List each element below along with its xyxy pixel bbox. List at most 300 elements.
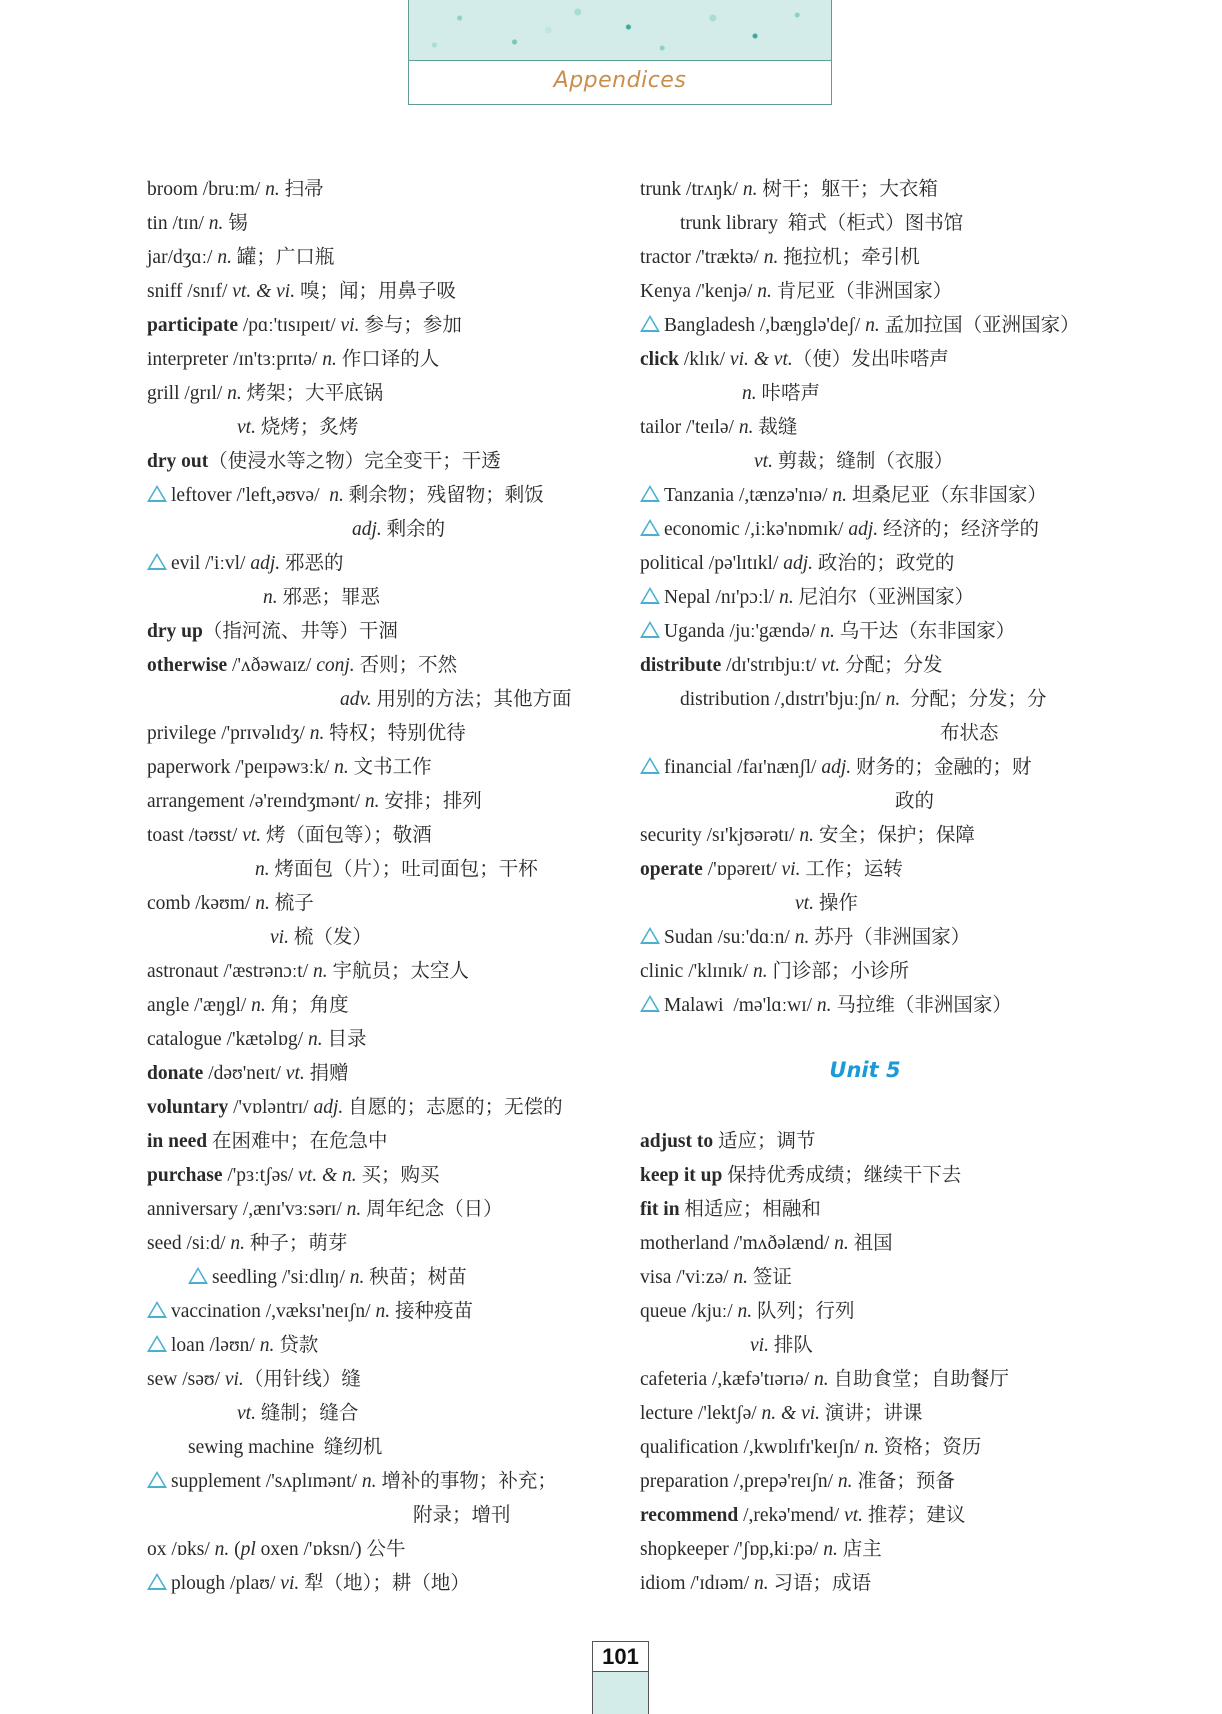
headword: tractor <box>640 247 691 268</box>
entry-text: 坦桑尼亚（东非国家） <box>847 485 1047 506</box>
vocab-entry-line <box>147 1125 388 1159</box>
entry-text: /dɪ'strɪbjuːt/ <box>721 655 822 676</box>
triangle-marker-icon <box>640 519 660 536</box>
entry-text: /snɪf/ <box>182 281 233 302</box>
entry-text: /'pɜːtʃəs/ <box>222 1165 299 1186</box>
entry-text: 自助食堂；自助餐厅 <box>828 1369 1010 1390</box>
part-of-speech: vi. <box>781 859 801 880</box>
vocab-entry-line <box>147 309 462 343</box>
triangle-marker-icon <box>640 757 660 774</box>
vocab-entry-line <box>147 207 248 241</box>
headword: clinic <box>640 961 684 982</box>
vocab-entry-line <box>640 173 938 207</box>
vocab-entry-line <box>640 275 952 309</box>
vocab-entry-line <box>147 649 457 683</box>
entry-text: 否则；不然 <box>354 655 458 676</box>
entry-text: 角；角度 <box>265 995 349 1016</box>
part-of-speech: vt. & vi. <box>232 281 296 302</box>
entry-text: 相适应；相融和 <box>679 1199 821 1220</box>
vocab-entry-line <box>640 955 909 989</box>
entry-text: 烧烤；炙烤 <box>255 417 359 438</box>
entry-text: 政的 <box>895 791 935 812</box>
part-of-speech: n. <box>255 859 270 880</box>
entry-text: 烤面包（片）；吐司面包；干杯 <box>269 859 538 880</box>
entry-text: 尼泊尔（亚洲国家） <box>793 587 975 608</box>
part-of-speech: n. <box>230 1233 246 1254</box>
vocab-entry-line <box>147 1533 405 1567</box>
part-of-speech: n. <box>265 179 280 200</box>
entry-text: 操作 <box>813 893 858 914</box>
vocab-entry-line <box>147 1193 503 1227</box>
entry-text: 买；购买 <box>356 1165 440 1186</box>
entry-text: 参与；参加 <box>359 315 462 336</box>
entry-text: 特权；特别优待 <box>324 723 466 744</box>
entry-text: 用别的方法；其他方面 <box>371 689 572 710</box>
part-of-speech: n. <box>251 995 266 1016</box>
vocab-entry-line <box>147 343 439 377</box>
vocab-entry-line <box>795 887 858 921</box>
entry-text: 店主 <box>837 1539 882 1560</box>
part-of-speech: vi. <box>224 1369 244 1390</box>
headword: leftover <box>171 485 232 506</box>
headword: adjust to <box>640 1131 714 1152</box>
part-of-speech: n. <box>865 315 880 336</box>
vocab-entry-line <box>147 479 544 513</box>
part-of-speech: n. <box>346 1199 362 1220</box>
vocab-entry-line <box>640 649 943 683</box>
entry-text: 政治的；政党的 <box>813 553 955 574</box>
part-of-speech: pl <box>240 1539 256 1560</box>
headword: recommend <box>640 1505 739 1526</box>
vocab-entry-line <box>640 1363 1009 1397</box>
entry-text: /'iːvl/ <box>200 553 251 574</box>
entry-text: 推荐；建议 <box>863 1505 966 1526</box>
vocab-entry-line <box>640 1295 855 1329</box>
vocab-entry-line <box>270 921 372 955</box>
headword: tailor <box>640 417 682 438</box>
entry-text: 保持优秀成绩；继续干下去 <box>722 1165 962 1186</box>
headword: trunk <box>640 179 682 200</box>
vocab-entry-line <box>147 989 349 1023</box>
headword: lecture <box>640 1403 694 1424</box>
entry-text: /,iːkə'nɒmɪk/ <box>739 519 849 540</box>
entry-text: 增补的事物；补充； <box>376 1471 557 1492</box>
entry-text: 演讲；讲课 <box>820 1403 923 1424</box>
headword: broom <box>147 179 198 200</box>
entry-text: /'sʌplɪmənt/ <box>260 1471 362 1492</box>
vocab-entry-line <box>413 1499 511 1533</box>
headword: supplement <box>171 1471 261 1492</box>
appendices-header <box>408 0 832 105</box>
headword: idiom <box>640 1573 686 1594</box>
vocab-entry-line <box>147 377 383 411</box>
vocab-entry-line <box>640 1533 882 1567</box>
headword: Sudan <box>664 927 713 948</box>
part-of-speech: vt. <box>237 1403 256 1424</box>
part-of-speech: n. <box>794 927 810 948</box>
part-of-speech: vt. <box>242 825 262 846</box>
entry-text: /pɑː'tɪsɪpeɪt/ <box>237 315 341 336</box>
headword: fit in <box>640 1199 680 1220</box>
headword: operate <box>640 859 703 880</box>
vocab-entry-line <box>188 1261 467 1295</box>
entry-text: /,ænɪ'vɜːsərɪ/ <box>237 1199 347 1220</box>
entry-text: oxen /'ɒksn/) 公牛 <box>255 1539 406 1560</box>
part-of-speech: n. <box>733 1267 749 1288</box>
triangle-marker-icon <box>147 553 167 570</box>
entry-text: /grɪl/ <box>179 383 228 404</box>
triangle-marker-icon <box>640 621 660 638</box>
entry-text: 种子；萌芽 <box>245 1233 348 1254</box>
entry-text: 缝制；缝合 <box>255 1403 359 1424</box>
part-of-speech: n. <box>259 1335 275 1356</box>
part-of-speech: adv. <box>340 689 372 710</box>
entry-text: 作口译的人 <box>336 349 440 370</box>
entry-text: 剩余物；残留物；剩饭 <box>343 485 544 506</box>
entry-text: 经济的；经济学的 <box>878 519 1039 540</box>
vocab-entry-line <box>147 1227 347 1261</box>
vocab-entry-line <box>147 955 469 989</box>
part-of-speech: n. <box>885 689 901 710</box>
part-of-speech: vi. <box>750 1335 769 1356</box>
part-of-speech: n. & vi. <box>761 1403 821 1424</box>
headword: ox <box>147 1539 167 1560</box>
entry-text: 邪恶；罪恶 <box>277 587 381 608</box>
entry-text: /təʊst/ <box>183 825 243 846</box>
vocab-entry-line <box>147 1057 349 1091</box>
entry-text: /'ʌðəwaɪz/ <box>227 655 317 676</box>
entry-text: 马拉维（非洲国家） <box>831 995 1012 1016</box>
entry-text: 梳（发） <box>288 927 372 948</box>
entry-text: /kəʊm/ <box>190 893 256 914</box>
headword: vaccination <box>171 1301 261 1322</box>
header-decorative-band <box>409 0 831 61</box>
entry-text: /'vɒləntrɪ/ <box>228 1097 314 1118</box>
part-of-speech: n. <box>217 247 232 268</box>
vocab-entry-line <box>640 1431 981 1465</box>
entry-text: /'kenjə/ <box>690 281 758 302</box>
headword: voluntary <box>147 1097 229 1118</box>
entry-text: 烤架；大平底锅 <box>241 383 384 404</box>
headword: distribute <box>640 655 722 676</box>
entry-text: /'æstrənɔːt/ <box>218 961 313 982</box>
entry-text: 文书工作 <box>348 757 432 778</box>
part-of-speech: n. <box>752 961 768 982</box>
vocab-entry-line <box>640 411 797 445</box>
part-of-speech: n. <box>308 1029 323 1050</box>
entry-text: /'kætəlɒg/ <box>221 1029 309 1050</box>
entry-text: /'træktə/ <box>690 247 764 268</box>
entry-text: 嗅；闻；用鼻子吸 <box>295 281 456 302</box>
triangle-marker-icon <box>147 1573 167 1590</box>
vocab-entry-line <box>147 1465 557 1499</box>
part-of-speech: n. <box>313 961 328 982</box>
vocab-entry-line <box>640 1193 821 1227</box>
entry-text: 周年纪念（日） <box>361 1199 503 1220</box>
entry-text: 接种疫苗 <box>390 1301 473 1322</box>
vocab-entry-line <box>640 1499 965 1533</box>
headword: toast <box>147 825 184 846</box>
part-of-speech: conj. <box>316 655 355 676</box>
entry-text: /ɒks/ <box>166 1539 215 1560</box>
vocab-entry-line <box>640 241 920 275</box>
entry-text: /,prepə'reɪʃn/ <box>728 1471 838 1492</box>
vocab-entry-line <box>640 1567 871 1601</box>
vocab-entry-line <box>640 853 903 887</box>
header-title: Appendices <box>553 68 687 93</box>
vocab-entry-line <box>237 411 358 445</box>
vocab-entry-line <box>237 1397 358 1431</box>
entry-text: 拖拉机；牵引机 <box>778 247 920 268</box>
headword: paperwork <box>147 757 231 778</box>
vocab-entry-line <box>640 343 949 377</box>
entry-text: /nɪ'pɔːl/ <box>710 587 780 608</box>
entry-text: 分配；分发 <box>840 655 943 676</box>
headword: plough <box>171 1573 226 1594</box>
part-of-speech: n. <box>742 383 757 404</box>
entry-text: （用针线）缝 <box>243 1369 361 1390</box>
unit-heading: Unit 5 <box>829 1058 901 1082</box>
headword: anniversary <box>147 1199 238 1220</box>
vocab-entry-line <box>147 615 398 649</box>
vocab-entry-line <box>640 1261 792 1295</box>
part-of-speech: vi. <box>280 1573 300 1594</box>
vocab-entry-line <box>147 1159 440 1193</box>
part-of-speech: n. <box>227 383 242 404</box>
headword: Kenya <box>640 281 691 302</box>
entry-text: /,væksɪ'neɪʃn/ <box>260 1301 376 1322</box>
vocab-entry-line <box>147 1091 563 1125</box>
part-of-speech: vt. & n. <box>298 1165 357 1186</box>
entry-text: 裁缝 <box>753 417 798 438</box>
headword: grill <box>147 383 180 404</box>
triangle-marker-icon <box>640 995 660 1012</box>
entry-text: /,rekə'mend/ <box>738 1505 845 1526</box>
entry-text: /'viːzə/ <box>671 1267 734 1288</box>
entry-text: 在困难中；在危急中 <box>207 1131 388 1152</box>
part-of-speech: n. <box>322 349 337 370</box>
entry-text: /pə'lɪtɪkl/ <box>703 553 784 574</box>
entry-text: 附录；增刊 <box>413 1505 511 1526</box>
triangle-marker-icon <box>640 587 660 604</box>
entry-text: 布状态 <box>940 723 999 744</box>
entry-text: /'lektʃə/ <box>693 1403 762 1424</box>
entry-text: /kjuː/ <box>686 1301 738 1322</box>
entry-text: 犁（地）；耕（地） <box>299 1573 470 1594</box>
entry-text: /'left,əʊvə/ <box>231 485 330 506</box>
entry-text: /,bæŋglə'deʃ/ <box>754 315 866 336</box>
part-of-speech: adj. <box>250 553 281 574</box>
entry-text: 准备；预备 <box>852 1471 955 1492</box>
part-of-speech: adj. <box>848 519 879 540</box>
entry-text: 资格；资历 <box>879 1437 982 1458</box>
headword: Bangladesh <box>664 315 755 336</box>
headword: angle <box>147 995 190 1016</box>
vocab-entry-line <box>640 751 1032 785</box>
headword: political <box>640 553 704 574</box>
vocab-entry-line <box>147 547 344 581</box>
vocab-entry-line <box>640 1125 816 1159</box>
entry-text: /,tænzə'nɪə/ <box>734 485 833 506</box>
part-of-speech: n. <box>816 995 832 1016</box>
entry-text: 财务的；金融的；财 <box>851 757 1032 778</box>
triangle-marker-icon <box>147 485 167 502</box>
vocab-entry-line <box>147 275 456 309</box>
entry-text: （使）发出咔嗒声 <box>792 349 949 370</box>
part-of-speech: vt. <box>237 417 256 438</box>
vocab-entry-line <box>147 1363 361 1397</box>
vocab-entry-line <box>352 513 445 547</box>
headword: comb <box>147 893 191 914</box>
triangle-marker-icon <box>640 927 660 944</box>
vocab-entry-line <box>640 1397 922 1431</box>
entry-text: 目录 <box>322 1029 367 1050</box>
entry-text: 排队 <box>768 1335 813 1356</box>
vocab-entry-line <box>640 989 1012 1023</box>
part-of-speech: n. <box>309 723 325 744</box>
part-of-speech: adj. <box>352 519 382 540</box>
part-of-speech: n. <box>834 1233 849 1254</box>
triangle-marker-icon <box>640 485 660 502</box>
part-of-speech: adj. <box>821 757 852 778</box>
entry-text: /,dɪstrɪ'bjuːʃn/ <box>769 689 886 710</box>
part-of-speech: n. <box>263 587 278 608</box>
page-number-box <box>592 1641 649 1714</box>
entry-text: /bruːm/ <box>197 179 266 200</box>
vocab-entry-line <box>255 853 538 887</box>
headword: privilege <box>147 723 217 744</box>
entry-text: /,kwɒlɪfɪ'keɪʃn/ <box>738 1437 865 1458</box>
part-of-speech: vt. <box>821 655 841 676</box>
triangle-marker-icon <box>147 1471 167 1488</box>
part-of-speech: n. <box>757 281 772 302</box>
entry-text: 安全；保护；保障 <box>813 825 975 846</box>
vocab-entry-line <box>640 819 975 853</box>
part-of-speech: adj. <box>783 553 814 574</box>
entry-text: /'æŋgl/ <box>189 995 252 1016</box>
headword: security <box>640 825 702 846</box>
headword: preparation <box>640 1471 729 1492</box>
entry-text: /tɪn/ <box>167 213 209 234</box>
headword: arrangement <box>147 791 245 812</box>
part-of-speech: n. <box>832 485 847 506</box>
headword: jar <box>147 247 168 268</box>
vocab-entry-line <box>147 1567 470 1601</box>
headword: queue <box>640 1301 687 1322</box>
part-of-speech: n. <box>837 1471 853 1492</box>
vocab-entry-line <box>640 615 1015 649</box>
entry-text: 树干；躯干；大衣箱 <box>757 179 938 200</box>
vocab-entry-line <box>147 173 324 207</box>
part-of-speech: vi. <box>270 927 289 948</box>
part-of-speech: n. <box>814 1369 829 1390</box>
headword: seedling <box>212 1267 277 1288</box>
headword: dry out <box>147 451 209 472</box>
entry-text: 苏丹（非洲国家） <box>809 927 971 948</box>
headword: distribution <box>680 689 770 710</box>
entry-text: 缝纫机 <box>314 1437 383 1458</box>
headword: tin <box>147 213 168 234</box>
headword: Nepal <box>664 587 711 608</box>
headword: purchase <box>147 1165 223 1186</box>
part-of-speech: n. <box>375 1301 391 1322</box>
vocab-entry-line <box>640 479 1047 513</box>
headword: keep it up <box>640 1165 723 1186</box>
entry-text: 安排；排列 <box>379 791 482 812</box>
vocab-entry-line <box>680 207 963 241</box>
entry-text: 梳子 <box>269 893 314 914</box>
headword: cafeteria <box>640 1369 708 1390</box>
entry-text: /dəʊ'neɪt/ <box>203 1063 286 1084</box>
entry-text: /'peɪpəwɜːk/ <box>230 757 335 778</box>
part-of-speech: n. <box>334 757 349 778</box>
entry-text: 贷款 <box>274 1335 319 1356</box>
entry-text: /mə'lɑːwɪ/ <box>723 995 817 1016</box>
headword: interpreter <box>147 349 229 370</box>
part-of-speech: n. <box>742 179 758 200</box>
entry-text: 乌干达（东非国家） <box>834 621 1016 642</box>
headword: in need <box>147 1131 208 1152</box>
entry-text: /juː'gændə/ <box>724 621 821 642</box>
entry-text: /'mʌðəlænd/ <box>728 1233 835 1254</box>
headword: sniff <box>147 281 183 302</box>
entry-text: （指河流、井等）干涸 <box>202 621 398 642</box>
entry-text: /ɪn'tɜːprɪtə/ <box>228 349 323 370</box>
vocab-entry-line <box>640 1159 961 1193</box>
vocab-entry-line <box>754 445 953 479</box>
vocab-entry-line <box>147 887 314 921</box>
part-of-speech: vt. <box>754 451 773 472</box>
part-of-speech: n. <box>329 485 344 506</box>
headword: trunk library <box>680 213 779 234</box>
entry-text: 适应；调节 <box>713 1131 816 1152</box>
page-number: 101 <box>593 1642 648 1672</box>
entry-text: 分配；分发；分 <box>900 689 1047 710</box>
entry-text: 队列；行列 <box>752 1301 855 1322</box>
entry-text: 箱式（柜式）图书馆 <box>778 213 964 234</box>
entry-text: /sɪ'kjʊərətɪ/ <box>701 825 800 846</box>
entry-text: ( <box>229 1539 241 1560</box>
vocab-entry-line <box>640 513 1039 547</box>
triangle-marker-icon <box>147 1301 167 1318</box>
vocab-entry-line <box>147 1295 473 1329</box>
entry-text: 捐赠 <box>304 1063 349 1084</box>
vocab-entry-line <box>742 377 820 411</box>
headword: financial <box>664 757 733 778</box>
headword: dry up <box>147 621 203 642</box>
headword: Uganda <box>664 621 725 642</box>
part-of-speech: n. <box>738 417 754 438</box>
part-of-speech: adj. <box>313 1097 344 1118</box>
part-of-speech: n. <box>208 213 224 234</box>
headword: sewing machine <box>188 1437 315 1458</box>
vocab-entry-line <box>680 683 1046 717</box>
vocab-entry-line <box>640 309 1080 343</box>
headword: motherland <box>640 1233 729 1254</box>
entry-text: 自愿的；志愿的；无偿的 <box>343 1097 563 1118</box>
entry-text: 祖国 <box>848 1233 893 1254</box>
part-of-speech: vt. <box>285 1063 305 1084</box>
entry-text: /faɪ'nænʃl/ <box>732 757 822 778</box>
entry-text: 肯尼亚（非洲国家） <box>771 281 953 302</box>
entry-text: /'prɪvəlɪdʒ/ <box>216 723 310 744</box>
entry-text: /trʌŋk/ <box>681 179 743 200</box>
vocab-entry-line <box>640 1465 955 1499</box>
entry-text: /ə'reɪndʒmənt/ <box>244 791 365 812</box>
entry-text: 习语；成语 <box>768 1573 872 1594</box>
headword: otherwise <box>147 655 228 676</box>
entry-text: /'ɒpəreɪt/ <box>702 859 782 880</box>
